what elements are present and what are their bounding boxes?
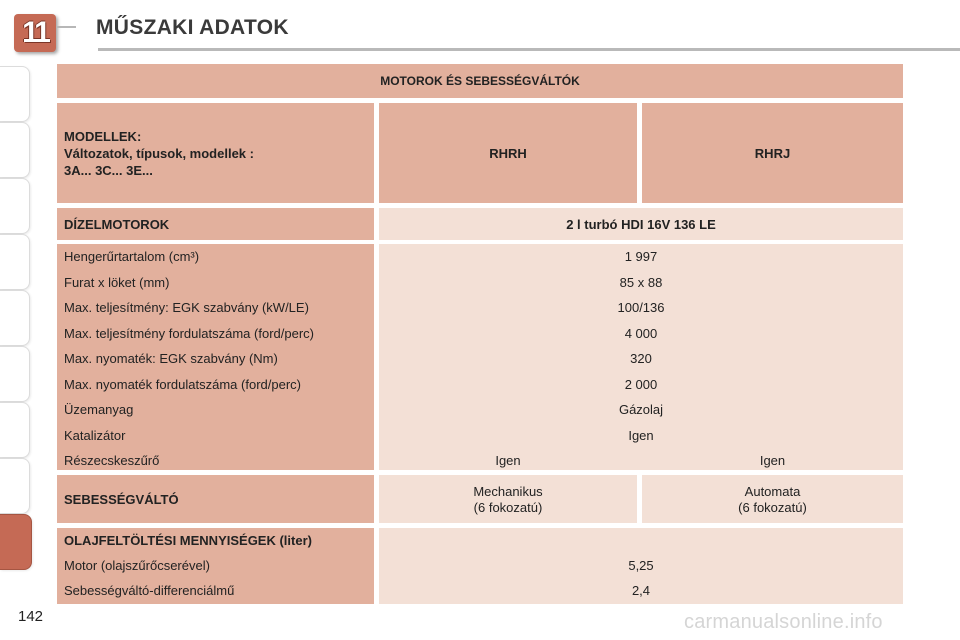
spec-value: 320 <box>630 351 652 366</box>
spec-label: Max. teljesítmény fordulatszáma (ford/perc) <box>64 326 314 341</box>
diesel-row <box>57 208 903 240</box>
chapter-badge <box>14 14 56 52</box>
chapter-tab-active[interactable] <box>0 514 32 570</box>
header-underline <box>98 48 960 51</box>
gearbox-rhrj-line: (6 fokozatú) <box>738 500 807 515</box>
spec-value: 100/136 <box>617 300 665 315</box>
chapter-tab[interactable] <box>0 234 30 290</box>
chapter-tab[interactable] <box>0 402 30 458</box>
spec-value: 2 000 <box>624 377 658 392</box>
specs-labels <box>57 244 374 470</box>
models-label-line: MODELLEK: <box>64 129 142 144</box>
models-row <box>57 103 903 203</box>
spec-value: 85 x 88 <box>619 275 663 290</box>
spec-label: Max. nyomaték: EGK szabvány (Nm) <box>64 351 278 366</box>
oil-labels <box>57 528 374 604</box>
gearbox-label-text: SEBESSÉGVÁLTÓ <box>64 492 179 507</box>
watermark: carmanualsonline.info <box>684 611 883 633</box>
model-rhrj: RHRJ <box>642 103 903 203</box>
spec-label: Katalizátor <box>64 428 126 443</box>
gearbox-rhrj <box>642 475 903 523</box>
gearbox-row <box>57 475 903 523</box>
chapter-tab-strip <box>0 66 34 576</box>
filter-label: Részecskeszűrő <box>64 453 160 468</box>
chapter-tab[interactable] <box>0 178 30 234</box>
oil-label: OLAJFELTÖLTÉSI MENNYISÉGEK (liter) <box>64 533 312 548</box>
gearbox-rhrh-line: (6 fokozatú) <box>473 500 543 515</box>
models-label-line: Változatok, típusok, modellek : <box>64 146 254 161</box>
models-label-line: 3A... 3C... 3E... <box>64 163 153 178</box>
chapter-tab[interactable] <box>0 346 30 402</box>
section-title-row <box>57 64 903 98</box>
specs-values <box>379 244 903 470</box>
spec-value: Gázolaj <box>618 402 664 417</box>
gearbox-label <box>57 475 374 523</box>
spec-label: Üzemanyag <box>64 402 134 417</box>
oil-row-value: 2,4 <box>631 583 651 598</box>
filter-value-rhrj: Igen <box>759 453 786 468</box>
gearbox-rhrh <box>379 475 637 523</box>
models-label <box>57 103 374 203</box>
chapter-number: 11 <box>22 16 48 49</box>
spec-value: Igen <box>628 428 654 443</box>
oil-row-label: Motor (olajszűrőcserével) <box>64 558 210 573</box>
oil-row <box>57 528 903 604</box>
gearbox-rhrj-line: Automata <box>744 484 801 499</box>
page-title: MŰSZAKI ADATOK <box>96 16 289 39</box>
spec-label: Furat x löket (mm) <box>64 275 170 290</box>
spec-value: 4 000 <box>624 326 658 341</box>
oil-row-value: 5,25 <box>628 558 654 573</box>
spec-label: Max. nyomaték fordulatszáma (ford/perc) <box>64 377 301 392</box>
chapter-tab[interactable] <box>0 66 30 122</box>
model-rhrh: RHRH <box>379 103 637 203</box>
page-number: 142 <box>18 608 44 625</box>
specs-block <box>57 244 903 470</box>
oil-values <box>379 528 903 604</box>
chapter-tab[interactable] <box>0 458 30 514</box>
chapter-tab[interactable] <box>0 290 30 346</box>
filter-value-rhrh: Igen <box>495 453 521 468</box>
gearbox-rhrh-line: Mechanikus <box>473 484 543 499</box>
section-title: MOTOROK ÉS SEBESSÉGVÁLTÓK <box>57 64 903 98</box>
engine-name: 2 l turbó HDI 16V 136 LE <box>379 208 903 240</box>
diesel-label <box>57 208 374 240</box>
diesel-label-text: DÍZELMOTOROK <box>64 217 170 232</box>
spec-value: 1 997 <box>624 249 658 264</box>
oil-row-label: Sebességváltó-differenciálmű <box>64 583 235 598</box>
spec-label: Max. teljesítmény: EGK szabvány (kW/LE) <box>64 300 309 315</box>
chapter-tab[interactable] <box>0 122 30 178</box>
header-rule <box>56 26 76 28</box>
spec-label: Hengerűrtartalom (cm³) <box>64 249 200 264</box>
